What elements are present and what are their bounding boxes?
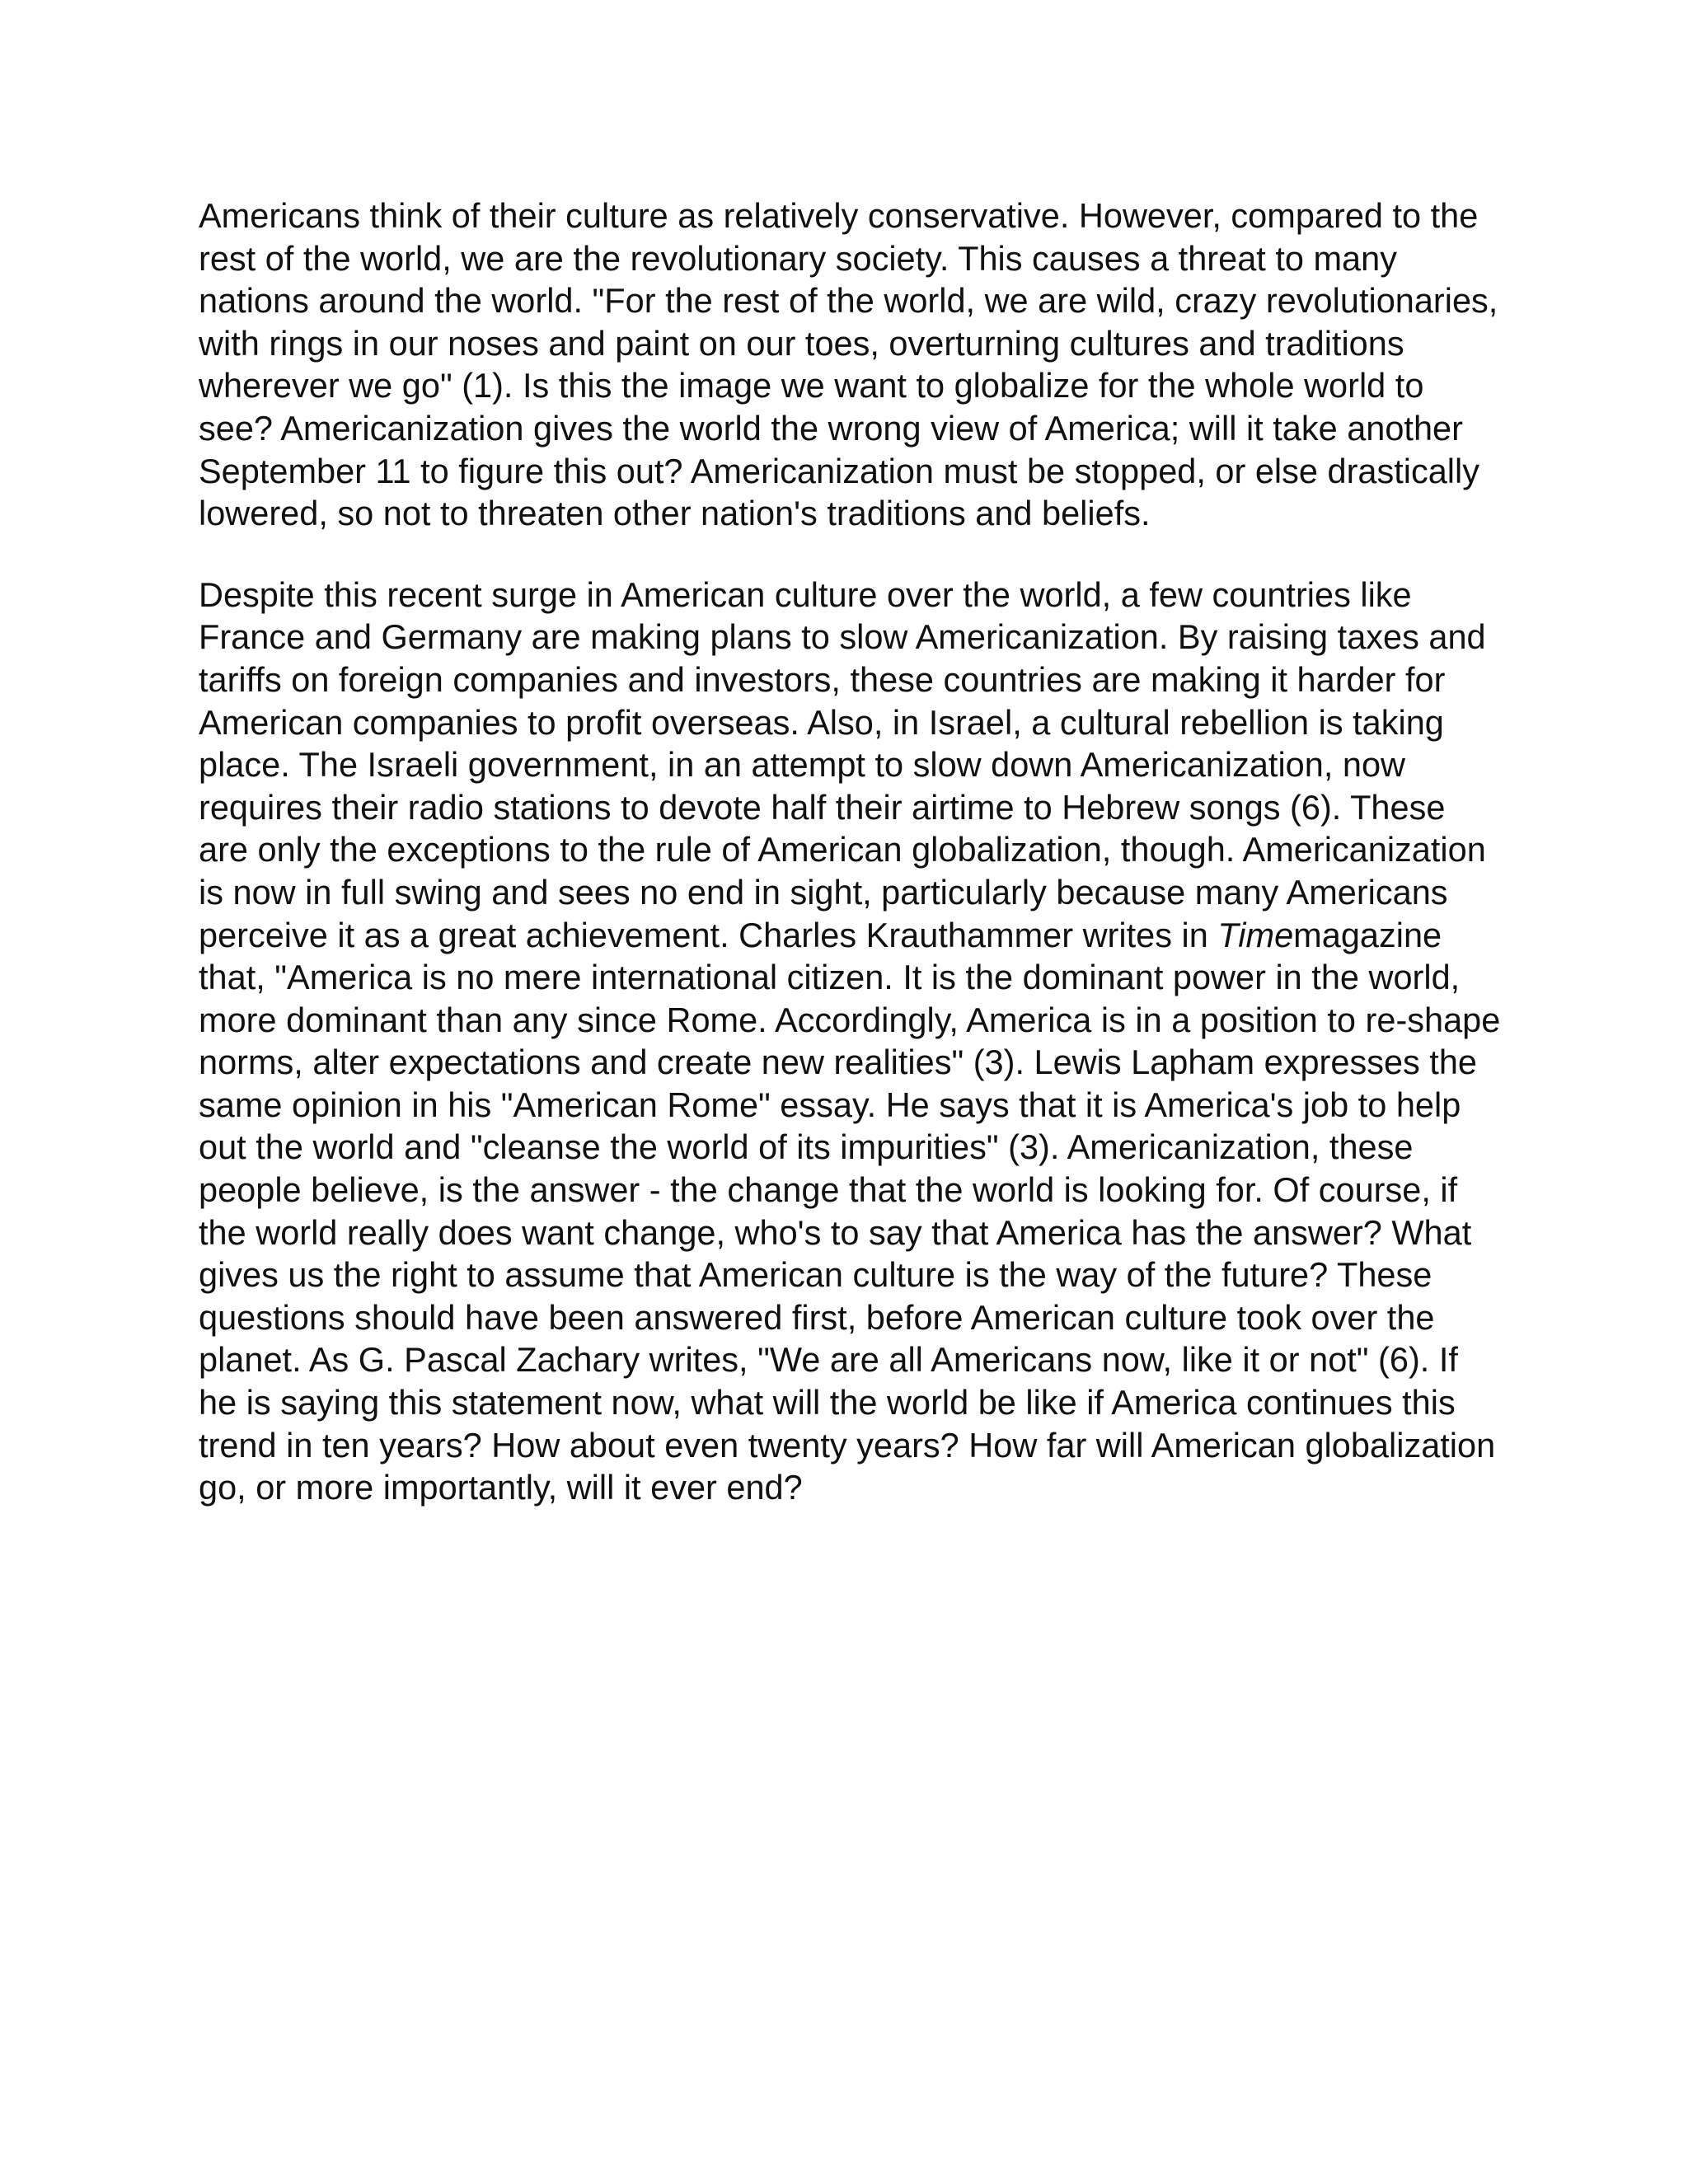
document-body [199, 194, 1501, 1548]
paragraph-2 [199, 574, 1501, 1509]
paragraph-2-text-end: magazine that, "America is no mere international citizen. It is the dominant power in the world, more dominant than any since Rome. Accordingly, America is in a position to re-shape norms, alter expectations and create new realities" (3). Lewis Lapham expresses the same opinion in his "American Rome" essay. He says that it is America's job to help out the world and "cleanse the world of its impurities" (3). Americanization, these people believe, is the answer - the change that the world is looking for. Of course, if the world really does want change, who's to say that America has the answer? What gives us the right to assume that American culture is the way of the future? These questions should have been answered first, before American culture took over the planet. As G. Pascal Zachary writes, "We are all Americans now, like it or not" (6). If he is saying this statement now, what will the world be like if America continues this trend in ten years? How about even twenty years? How far will American globalization go, or more importantly, will it ever end? [199, 915, 1501, 1507]
paragraph-1-text: Americans think of their culture as relatively conservative. However, compared to the rest of the world, we are the revolutionary society. This causes a threat to many nations around the world. "For the rest of the world, we are wild, crazy revolutionaries, with rings in our noses and paint on our toes, overturning cultures and traditions wherever we go" (1). Is this the image we want to globalize for the whole world to see? Americanization gives the world the wrong view of America; will it take another September 11 to figure this out? Americanization must be stopped, or else drastically lowered, so not to threaten other nation's traditions and beliefs. [199, 196, 1498, 533]
magazine-title: Time [1217, 915, 1294, 954]
paragraph-2-text-start: Despite this recent surge in American culture over the world, a few countries like France and Germany are making plans to slow Americanization. By raising taxes and tariffs on foreign companies and investors, these countries are making it harder for American companies to profit overseas. Also, in Israel, a cultural rebellion is taking place. The Israeli government, in an attempt to slow down Americanization, now requires their radio stations to devote half their airtime to Hebrew songs (6). These are only the exceptions to the rule of American globalization, though. Americanization is now in full swing and sees no end in sight, particularly because many Americans perceive it as a great achievement. Charles Krauthammer writes in [199, 574, 1486, 954]
paragraph-1 [199, 194, 1501, 535]
